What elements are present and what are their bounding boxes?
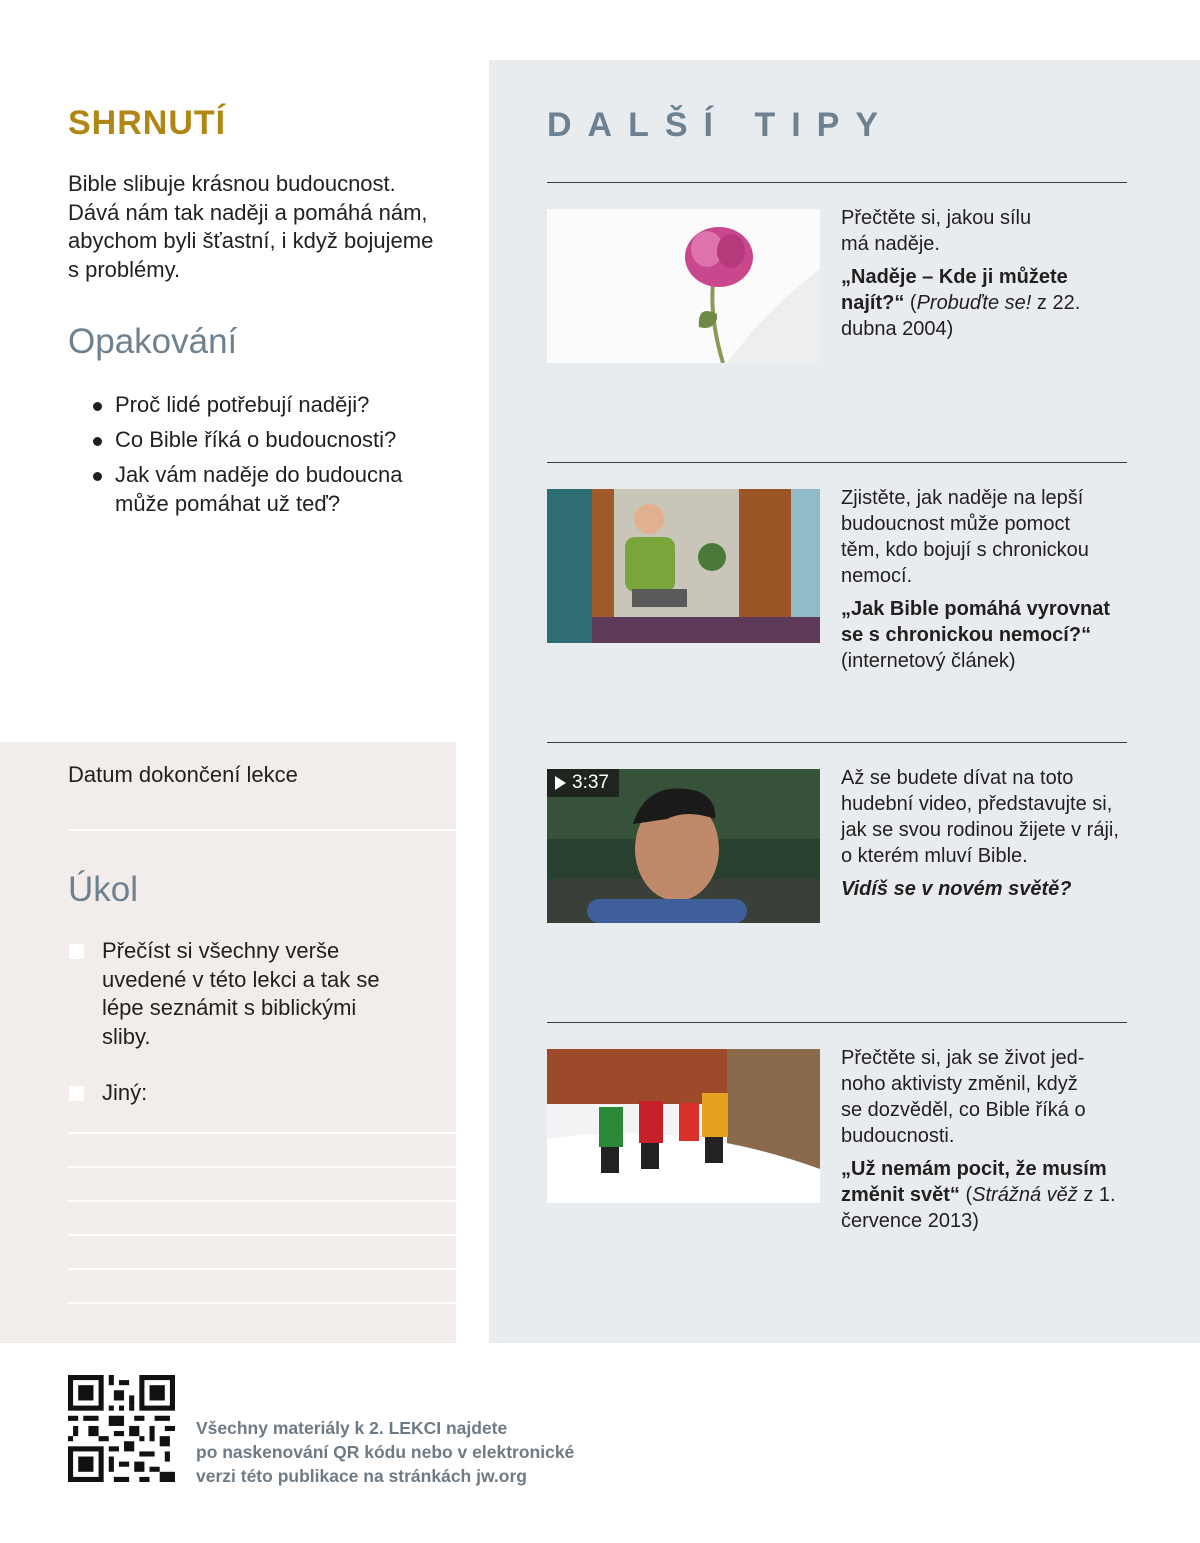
tip-text <box>841 485 1131 674</box>
tip-description: Až se budete dívat na toto hudební video, představujte si, jak se svou rodinou žijete v ráji, o kterém mluví Bible. <box>841 767 1119 867</box>
write-line[interactable] <box>68 1234 456 1236</box>
footer-line[interactable]: verzi této publikace na stránkách jw.org <box>196 1466 527 1486</box>
tip-source-date: z 1. července 2013) <box>841 1184 1116 1232</box>
tip-image-man-wheelchair[interactable] <box>547 489 820 643</box>
tip-description: Zjistěte, jak naděje na lepší budoucnost může pomoct těm, kdo bojují s chronickou nemocí. <box>841 487 1089 587</box>
tip-divider <box>547 1022 1127 1023</box>
tip-divider <box>547 462 1127 463</box>
tip-image-flower[interactable] <box>547 209 820 363</box>
footer-text <box>196 1416 574 1488</box>
tip-text <box>841 1045 1131 1234</box>
review-item: Jak vám naděje do budoucna může pomáhat už teď? <box>90 460 415 518</box>
summary-heading: SHRNUTÍ <box>68 104 227 142</box>
tips-heading: DALŠÍ TIPY <box>547 106 895 144</box>
review-list <box>90 390 435 524</box>
tip-divider <box>547 742 1127 743</box>
play-icon[interactable] <box>555 776 566 790</box>
task-item-other: Jiný: <box>102 1080 148 1105</box>
write-line[interactable] <box>68 1302 456 1304</box>
tip-source: (internetový článek) <box>841 650 1016 672</box>
tip-image-family-snow[interactable] <box>547 1049 820 1203</box>
tip-title[interactable]: Vidíš se v novém světě? <box>841 878 1072 900</box>
write-line[interactable] <box>68 1200 456 1202</box>
video-duration-badge <box>547 769 619 797</box>
tip-title[interactable]: „Už nemám pocit, že musím změnit svět“ <box>841 1158 1107 1206</box>
tip-description: Přečtěte si, jakou sílu má naděje. <box>841 207 1032 255</box>
task-checkbox-other[interactable] <box>69 1086 84 1101</box>
tip-reference[interactable] <box>841 596 1131 674</box>
tip-title[interactable]: „Naděje – Kde ji můžete najít?“ <box>841 266 1068 314</box>
completion-date-line[interactable] <box>68 829 456 831</box>
qr-code-icon[interactable] <box>68 1375 175 1482</box>
write-line[interactable] <box>68 1166 456 1168</box>
footer-line: Všechny materiály k 2. LEKCI najdete <box>196 1418 508 1438</box>
summary-text: Bible slibuje krásnou budoucnost. Dává nám tak naději a pomáhá nám, abychom byli šťastní, i když bojujeme s problémy. <box>68 171 434 282</box>
tip-source-publication: Strážná věž <box>972 1184 1078 1206</box>
review-item: Proč lidé potřebují naději? <box>90 390 435 419</box>
tip-source-open: ( <box>904 292 917 314</box>
completion-date-label: Datum dokončení lekce <box>68 762 298 787</box>
tip-video-thumbnail[interactable] <box>547 769 820 923</box>
review-item: Co Bible říká o budoucnosti? <box>90 425 435 454</box>
tip-reference[interactable] <box>841 1156 1131 1234</box>
tip-source-open: ( <box>959 1184 973 1206</box>
tip-source-date: z 22. dubna 2004) <box>841 292 1081 340</box>
task-item-read-verses: Přečíst si všechny verše uvedené v této lekci a tak se lépe seznámit s biblickými sliby. <box>102 938 380 1049</box>
tip-source-publication: Probuďte se! <box>916 292 1032 314</box>
tip-reference[interactable] <box>841 264 1131 342</box>
tip-reference[interactable] <box>841 876 1131 902</box>
task-checkbox-read-verses[interactable] <box>69 944 84 959</box>
tip-text <box>841 765 1131 902</box>
write-line[interactable] <box>68 1132 456 1134</box>
video-duration: 3:37 <box>572 772 609 793</box>
task-heading: Úkol <box>68 870 139 909</box>
tip-title[interactable]: „Jak Bible pomáhá vyrovnat se s chronickou nemocí?“ <box>841 598 1110 646</box>
tip-divider <box>547 182 1127 183</box>
tip-text <box>841 205 1131 342</box>
tip-description: Přečtěte si, jak se život jednoho aktivisty změnil, když se dozvěděl, co Bible říká o budoucnosti. <box>841 1047 1086 1147</box>
review-heading: Opakování <box>68 322 238 361</box>
write-line[interactable] <box>68 1268 456 1270</box>
footer-line: po naskenování QR kódu nebo v elektronické <box>196 1442 575 1462</box>
